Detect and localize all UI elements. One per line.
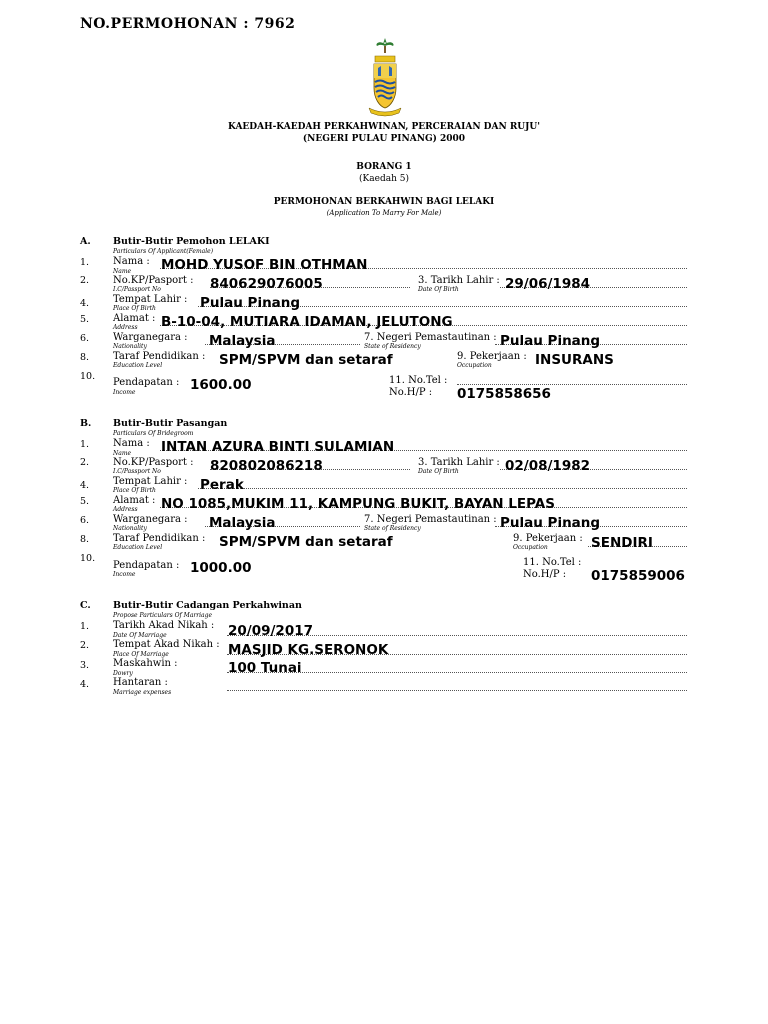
section-a-subtitle: Particulars Of Applicant(Female)	[113, 248, 214, 255]
row-number: 1.	[80, 621, 90, 632]
form-rule: (Kaedah 5)	[359, 174, 409, 184]
row-number: 3.	[80, 660, 90, 671]
applicant-address: B-10-04, MUTIARA IDAMAN, JELUTONG	[161, 314, 453, 330]
row-number: 10.	[80, 371, 96, 382]
applicant-state: Pulau Pinang	[500, 333, 601, 349]
hp-label: No.H/P :	[389, 387, 433, 398]
tel-label: 11. No.Tel :	[523, 557, 582, 568]
tel-line	[457, 384, 687, 385]
partner-income: 1000.00	[190, 560, 252, 576]
row-number: 4.	[80, 679, 90, 690]
applicant-name: MOHD YUSOF BIN OTHMAN	[161, 257, 368, 273]
section-c-letter: C.	[80, 600, 91, 611]
name-label: Nama :	[113, 256, 150, 267]
name-label-en: Name	[113, 268, 132, 275]
partner-dob: 02/08/1982	[505, 458, 591, 474]
row-number: 10.	[80, 553, 96, 564]
row-number: 2.	[80, 457, 90, 468]
education-label: Taraf Pendidikan :	[113, 351, 206, 362]
marriage-place-label: Tempat Akad Nikah :	[113, 639, 220, 650]
application-number: NO.PERMOHONAN : 7962	[80, 16, 296, 32]
pob-label: Tempat Lahir :	[113, 476, 188, 487]
dowry-value: 100 Tunai	[228, 660, 302, 676]
partner-ic: 820802086218	[210, 458, 323, 474]
applicant-education: SPM/SPVM dan setaraf	[219, 352, 393, 368]
row-number: 4.	[80, 480, 90, 491]
dowry-label: Maskahwin :	[113, 658, 178, 669]
ic-label-en: I.C/Passport No	[113, 468, 161, 475]
nationality-label: Warganegara :	[113, 332, 188, 343]
state-label: 7. Negeri Pemastautinan :	[364, 332, 497, 343]
income-label: Pendapatan :	[113, 377, 180, 388]
dob-label: 3. Tarikh Lahir :	[418, 457, 500, 468]
partner-nationality: Malaysia	[209, 515, 276, 531]
section-b-title: Butir-Butir Pasangan	[113, 418, 228, 429]
marriage-date-label-en: Date Of Marriage	[113, 632, 167, 639]
applicant-pob: Pulau Pinang	[200, 295, 301, 311]
address-label-en: Address	[113, 324, 138, 331]
section-b-subtitle: Particulars Of Bridegroom	[113, 430, 194, 437]
dowry-label-en: Dowry	[113, 670, 133, 677]
rules-title-line2: (NEGERI PULAU PINANG) 2000	[302, 134, 466, 144]
row-number: 8.	[80, 534, 90, 545]
ic-label: No.KP/Pasport :	[113, 457, 194, 468]
address-label: Alamat :	[113, 313, 156, 324]
state-label: 7. Negeri Pemastautinan :	[364, 514, 497, 525]
partner-pob: Perak	[200, 477, 244, 493]
section-a-letter: A.	[80, 236, 91, 247]
form-title-english: (Application To Marry For Male)	[326, 209, 442, 217]
expenses-label: Hantaran :	[113, 677, 168, 688]
row-number: 1.	[80, 439, 90, 450]
education-label-en: Education Level	[113, 544, 163, 551]
partner-name: INTAN AZURA BINTI SULAMIAN	[161, 439, 395, 455]
address-label-en: Address	[113, 506, 138, 513]
tel-label: 11. No.Tel :	[389, 375, 448, 386]
pob-label: Tempat Lahir :	[113, 294, 188, 305]
marriage-date: 20/09/2017	[228, 623, 314, 639]
hp-label: No.H/P :	[523, 569, 567, 580]
income-label-en: Income	[113, 571, 136, 578]
nationality-label-en: Nationality	[113, 343, 147, 350]
row-number: 1.	[80, 257, 90, 268]
expenses-line	[227, 690, 687, 691]
name-label: Nama :	[113, 438, 150, 449]
applicant-nationality: Malaysia	[209, 333, 276, 349]
dob-label-en: Date Of Birth	[418, 286, 459, 293]
dob-label-en: Date Of Birth	[418, 468, 459, 475]
ic-label-en: I.C/Passport No	[113, 286, 161, 293]
state-label-en: State of Residency	[364, 525, 421, 532]
section-b-letter: B.	[80, 418, 92, 429]
occupation-label: 9. Pekerjaan :	[513, 533, 583, 544]
marriage-date-label: Tarikh Akad Nikah :	[113, 620, 215, 631]
expenses-label-en: Marriage expenses	[113, 689, 172, 696]
applicant-income: 1600.00	[190, 377, 252, 393]
dob-label: 3. Tarikh Lahir :	[418, 275, 500, 286]
partner-hp: 0175859006	[591, 568, 685, 584]
penang-crest-emblem	[365, 36, 405, 118]
pob-label-en: Place Of Birth	[113, 305, 156, 312]
section-a-title: Butir-Butir Pemohon LELAKI	[113, 236, 270, 247]
form-name: BORANG 1	[356, 162, 412, 172]
partner-education: SPM/SPVM dan setaraf	[219, 534, 393, 550]
state-label-en: State of Residency	[364, 343, 421, 350]
marriage-place: MASJID KG.SERONOK	[228, 642, 389, 658]
partner-state: Pulau Pinang	[500, 515, 601, 531]
ic-label: No.KP/Pasport :	[113, 275, 194, 286]
education-label: Taraf Pendidikan :	[113, 533, 206, 544]
applicant-occupation: INSURANS	[535, 352, 614, 368]
income-label: Pendapatan :	[113, 560, 180, 571]
row-number: 6.	[80, 333, 90, 344]
occupation-label-en: Occupation	[457, 362, 492, 369]
row-number: 2.	[80, 640, 90, 651]
partner-occupation: SENDIRI	[591, 535, 653, 551]
row-number: 8.	[80, 352, 90, 363]
pob-label-en: Place Of Birth	[113, 487, 156, 494]
name-label-en: Name	[113, 450, 132, 457]
partner-address: NO 1085,MUKIM 11, KAMPUNG BUKIT, BAYAN LEPAS	[161, 496, 555, 512]
section-c-title: Butir-Butir Cadangan Perkahwinan	[113, 600, 302, 611]
section-c-subtitle: Propose Particulars Of Marriage	[113, 612, 213, 619]
pob-line	[198, 488, 687, 489]
nationality-label-en: Nationality	[113, 525, 147, 532]
row-number: 5.	[80, 314, 90, 325]
row-number: 2.	[80, 275, 90, 286]
applicant-ic: 840629076005	[210, 276, 323, 292]
row-number: 4.	[80, 298, 90, 309]
applicant-dob: 29/06/1984	[505, 276, 591, 292]
income-label-en: Income	[113, 389, 136, 396]
education-label-en: Education Level	[113, 362, 163, 369]
form-title: PERMOHONAN BERKAHWIN BAGI LELAKI	[273, 197, 495, 207]
applicant-hp: 0175858656	[457, 386, 551, 402]
nationality-label: Warganegara :	[113, 514, 188, 525]
address-label: Alamat :	[113, 495, 156, 506]
row-number: 5.	[80, 496, 90, 507]
row-number: 6.	[80, 515, 90, 526]
rules-title-line1: KAEDAH-KAEDAH PERKAHWINAN, PERCERAIAN DAN RUJU'	[227, 122, 541, 132]
marriage-place-label-en: Place Of Marriage	[113, 651, 169, 658]
occupation-label: 9. Pekerjaan :	[457, 351, 527, 362]
occupation-label-en: Occupation	[513, 544, 548, 551]
